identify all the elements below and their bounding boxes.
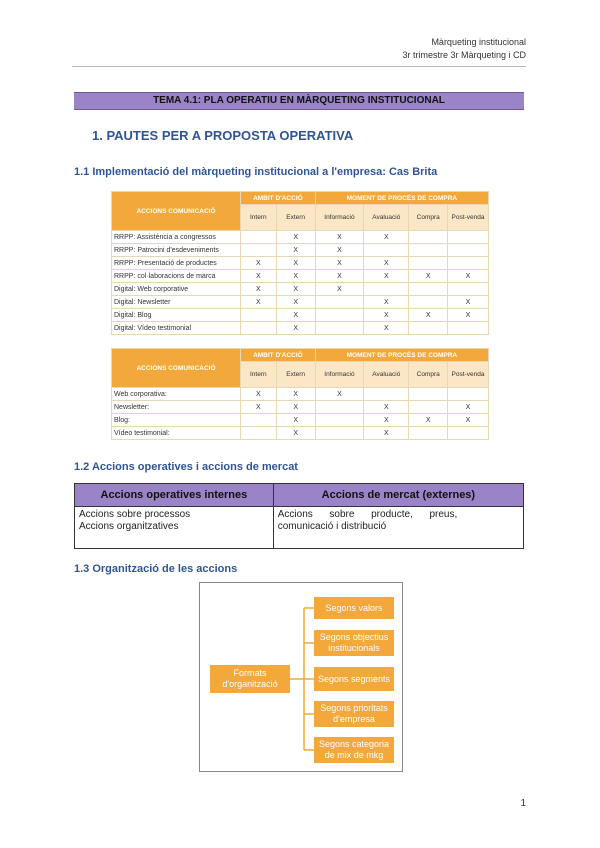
mark-cell	[241, 231, 277, 244]
mark-cell: X	[276, 296, 315, 309]
action-label: Digital: Blog	[112, 309, 241, 322]
mark-cell: X	[409, 270, 448, 283]
mark-cell: X	[241, 388, 277, 401]
mark-cell: X	[276, 257, 315, 270]
mark-cell: X	[364, 309, 409, 322]
mark-cell	[448, 257, 489, 270]
diagram-branch-box: Segons objectius institucionals	[314, 630, 394, 656]
ops-market-line: Accions sobre producte, preus,	[277, 509, 458, 520]
mark-cell: X	[241, 270, 277, 283]
mark-cell: X	[448, 270, 489, 283]
ops-internal-line: Accions sobre processos	[79, 509, 191, 520]
mark-cell	[409, 231, 448, 244]
mark-cell	[448, 283, 489, 296]
ops-internal-line: Accions organitzatives	[79, 521, 179, 532]
mark-cell: X	[276, 270, 315, 283]
mark-cell	[364, 283, 409, 296]
table-row	[112, 309, 489, 322]
table-row	[112, 401, 489, 414]
mark-cell	[315, 414, 363, 427]
action-label: Digital: Web corporative	[112, 283, 241, 296]
subsection-title-1: 1.1 Implementació del màrqueting institucional a l'empresa: Cas Brita	[74, 166, 438, 178]
table-row	[112, 296, 489, 309]
header-divider	[72, 66, 526, 67]
table-row	[112, 388, 489, 401]
mark-cell: X	[315, 388, 363, 401]
mark-cell: X	[364, 427, 409, 440]
mark-cell	[448, 388, 489, 401]
mark-cell: X	[364, 257, 409, 270]
mark-cell: X	[315, 257, 363, 270]
mark-cell: X	[364, 322, 409, 335]
mark-cell	[241, 414, 277, 427]
action-label: Blog:	[112, 414, 241, 427]
page-number: 1	[520, 798, 526, 809]
action-label: RRPP: col·laboracions de marca	[112, 270, 241, 283]
table-header-actions: ACCIONS COMUNICACIÓ	[112, 349, 241, 388]
action-label: Web corporativa:	[112, 388, 241, 401]
mark-cell: X	[315, 270, 363, 283]
action-label: Newsletter:	[112, 401, 241, 414]
mark-cell	[448, 427, 489, 440]
mark-cell	[409, 322, 448, 335]
mark-cell	[409, 296, 448, 309]
column-header: Avaluació	[364, 362, 409, 388]
mark-cell	[315, 322, 363, 335]
mark-cell	[409, 257, 448, 270]
ops-market-line: comunicació i distribució	[277, 521, 387, 532]
mark-cell	[315, 296, 363, 309]
mark-cell: X	[276, 427, 315, 440]
topic-banner: TEMA 4.1: PLA OPERATIU EN MÀRQUETING INSTITUCIONAL	[74, 92, 524, 110]
mark-cell: X	[448, 414, 489, 427]
mark-cell: X	[276, 309, 315, 322]
column-header: Post-venda	[448, 362, 489, 388]
mark-cell: X	[276, 388, 315, 401]
table-row	[112, 322, 489, 335]
table-row	[112, 270, 489, 283]
column-header: Avaluació	[364, 205, 409, 231]
action-label: RRPP: Patrocini d'esdeveniments	[112, 244, 241, 257]
organization-diagram	[199, 582, 403, 772]
column-header: Compra	[409, 205, 448, 231]
table-row	[112, 244, 489, 257]
mark-cell: X	[364, 414, 409, 427]
table-row	[112, 257, 489, 270]
mark-cell: X	[315, 283, 363, 296]
header-course: Màrqueting institucional	[431, 37, 526, 47]
mark-cell	[241, 322, 277, 335]
header-term: 3r trimestre 3r Màrqueting i CD	[402, 50, 526, 60]
table-header-moment: MOMENT DE PROCÉS DE COMPRA	[315, 192, 488, 205]
column-header: Extern	[276, 205, 315, 231]
diagram-branch-box: Segons prioritats d'empresa	[314, 701, 394, 727]
mark-cell: X	[241, 257, 277, 270]
table-header-ambit: AMBIT D'ACCIÓ	[241, 192, 316, 205]
mark-cell: X	[241, 283, 277, 296]
action-label: Vídeo testimonial:	[112, 427, 241, 440]
mark-cell	[409, 427, 448, 440]
table-header-actions: ACCIONS COMUNICACIÓ	[112, 192, 241, 231]
mark-cell: X	[448, 309, 489, 322]
action-label: Digital: Newsletter	[112, 296, 241, 309]
communication-actions-table-1	[111, 191, 489, 335]
mark-cell	[241, 309, 277, 322]
mark-cell	[409, 388, 448, 401]
mark-cell	[409, 244, 448, 257]
mark-cell	[241, 244, 277, 257]
column-header: Extern	[276, 362, 315, 388]
mark-cell	[448, 322, 489, 335]
mark-cell: X	[276, 244, 315, 257]
column-header: Informació	[315, 362, 363, 388]
mark-cell: X	[241, 401, 277, 414]
mark-cell	[315, 427, 363, 440]
table-row	[112, 414, 489, 427]
column-header: Intern	[241, 362, 277, 388]
mark-cell	[364, 388, 409, 401]
table-header-ambit: AMBIT D'ACCIÓ	[241, 349, 316, 362]
section-title: 1. PAUTES PER A PROPOSTA OPERATIVA	[92, 128, 354, 143]
mark-cell: X	[364, 296, 409, 309]
mark-cell: X	[276, 401, 315, 414]
table-row	[112, 427, 489, 440]
ops-market-cell	[273, 507, 523, 549]
communication-actions-table-2	[111, 348, 489, 440]
action-label: Digital: Vídeo testimonial	[112, 322, 241, 335]
column-header: Compra	[409, 362, 448, 388]
mark-cell	[315, 401, 363, 414]
action-label: RRPP: Assistència a congressos	[112, 231, 241, 244]
mark-cell: X	[364, 231, 409, 244]
mark-cell: X	[315, 244, 363, 257]
action-label: RRPP: Presentació de productes	[112, 257, 241, 270]
mark-cell	[448, 231, 489, 244]
mark-cell: X	[448, 401, 489, 414]
column-header: Intern	[241, 205, 277, 231]
operative-actions-table	[74, 483, 524, 549]
diagram-branch-box: Segons categoria de mix de mkg	[314, 737, 394, 763]
diagram-root-box: Formats d'organització	[210, 665, 290, 693]
mark-cell	[364, 244, 409, 257]
ops-header-market: Accions de mercat (externes)	[273, 484, 523, 507]
column-header: Post-venda	[448, 205, 489, 231]
diagram-branch-box: Segons segments	[314, 667, 394, 691]
subsection-title-3: 1.3 Organització de les accions	[74, 563, 238, 575]
diagram-branch-box: Segons valors	[314, 597, 394, 619]
mark-cell: X	[315, 231, 363, 244]
mark-cell: X	[276, 231, 315, 244]
mark-cell: X	[276, 322, 315, 335]
mark-cell	[315, 309, 363, 322]
mark-cell: X	[241, 296, 277, 309]
subsection-title-2: 1.2 Accions operatives i accions de mercat	[74, 461, 298, 473]
mark-cell: X	[409, 309, 448, 322]
mark-cell	[448, 244, 489, 257]
ops-header-internal: Accions operatives internes	[75, 484, 274, 507]
mark-cell: X	[276, 283, 315, 296]
table-header-moment: MOMENT DE PROCÉS DE COMPRA	[315, 349, 488, 362]
mark-cell	[241, 427, 277, 440]
ops-internal-cell	[75, 507, 274, 549]
mark-cell: X	[364, 270, 409, 283]
table-row	[112, 231, 489, 244]
mark-cell	[409, 401, 448, 414]
mark-cell: X	[276, 414, 315, 427]
mark-cell	[409, 283, 448, 296]
mark-cell: X	[448, 296, 489, 309]
mark-cell: X	[364, 401, 409, 414]
column-header: Informació	[315, 205, 363, 231]
table-row	[112, 283, 489, 296]
mark-cell: X	[409, 414, 448, 427]
